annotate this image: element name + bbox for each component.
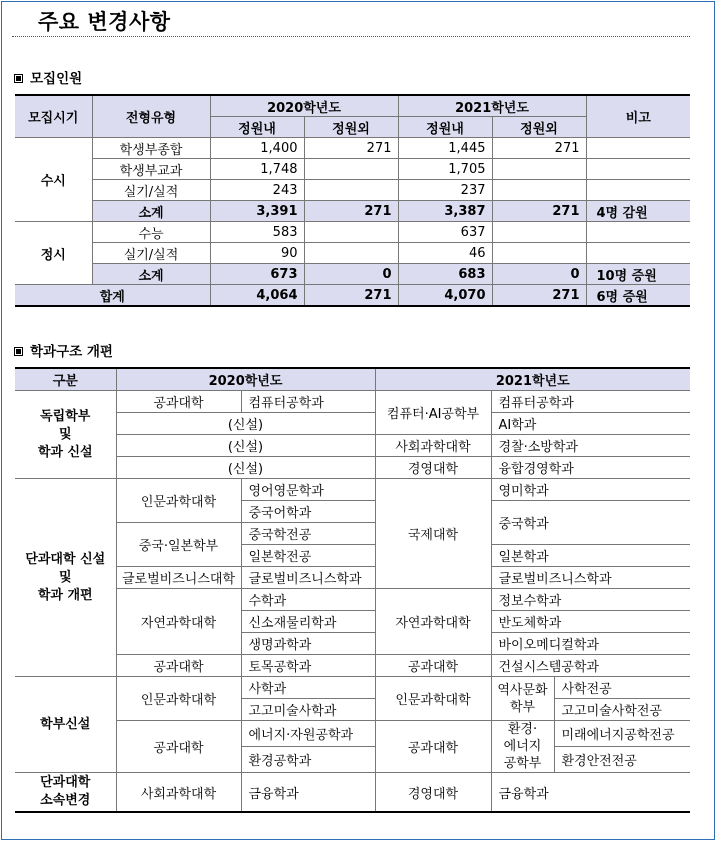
table-header-row: [15, 368, 690, 391]
section-restructure-heading: [14, 340, 113, 360]
total-row: [15, 285, 690, 307]
header-2021: 2021학년도: [398, 95, 586, 117]
restructure-table: [15, 367, 690, 813]
table-row: [15, 222, 690, 243]
header-2021-in: 정원내: [398, 117, 492, 138]
cell-value: 90: [210, 243, 304, 264]
cell-dept: 일본학전공: [241, 545, 375, 567]
cell-dept: 에너지·자원공학과: [241, 721, 375, 747]
cell-dept: 생명과학과: [241, 633, 375, 655]
title-divider: [12, 36, 690, 37]
cell-new: (신설): [116, 435, 375, 457]
table-row: [15, 677, 690, 699]
table-row: [15, 243, 690, 264]
cell-dept: 고고미술사학전공: [554, 699, 690, 721]
cell-value: 271: [492, 201, 586, 222]
cell-college: 경영대학: [375, 457, 491, 479]
section-restructure-title: 학과구조 개편: [30, 344, 113, 360]
cell-dept: 바이오메디컬학과: [491, 633, 690, 655]
cell-value: 1,400: [210, 138, 304, 159]
table-row: [15, 435, 690, 457]
table-row: [15, 567, 690, 589]
cell-value: [492, 243, 586, 264]
row-type: 수능: [92, 222, 210, 243]
cell-value: 1,445: [398, 138, 492, 159]
cell-dept: 환경안전전공: [554, 747, 690, 773]
cell-college: 중국·일본학부: [116, 523, 241, 567]
cell-dept: 환경공학과: [241, 747, 375, 773]
header-2021: 2021학년도: [375, 368, 690, 391]
subtotal-row: [15, 201, 690, 222]
cell-dept: 일본학과: [491, 545, 690, 567]
cell-value: 271: [492, 285, 586, 307]
category-independent: 독립학부 및 학과 신설: [15, 391, 116, 479]
cell-dept: 신소재물리학과: [241, 611, 375, 633]
cell-dept: 사학전공: [554, 677, 690, 699]
cell-note: [586, 138, 690, 159]
subtotal-label: 소계: [92, 201, 210, 222]
cell-dept: 중국어학과: [241, 501, 375, 523]
cell-value: 583: [210, 222, 304, 243]
cell-note: 4명 감원: [586, 201, 690, 222]
cell-college: 사회과학대학: [375, 435, 491, 457]
header-period: 모집시기: [15, 95, 92, 138]
cell-value: [304, 180, 398, 201]
cell-note: [586, 159, 690, 180]
subtotal-label: 소계: [92, 264, 210, 285]
cell-dept: 수학과: [241, 589, 375, 611]
cell-note: 10명 증원: [586, 264, 690, 285]
cell-dept: 반도체학과: [491, 611, 690, 633]
cell-value: 1,705: [398, 159, 492, 180]
row-type: 학생부교과: [92, 159, 210, 180]
page-title: 주요 변경사항: [38, 10, 171, 34]
cell-value: 0: [492, 264, 586, 285]
table-row: [15, 391, 690, 413]
cell-dept: 정보수학과: [491, 589, 690, 611]
cell-new: (신설): [116, 413, 375, 435]
cell-dept: 경찰·소방학과: [491, 435, 690, 457]
cell-value: 3,387: [398, 201, 492, 222]
cell-dept: AI학과: [491, 413, 690, 435]
cell-college: 공과대학: [116, 721, 241, 773]
section-recruitment-title: 모집인원: [30, 71, 83, 87]
cell-value: [304, 243, 398, 264]
cell-college: 글로벌비즈니스대학: [116, 567, 241, 589]
cell-value: [304, 159, 398, 180]
cell-college: 인문과학대학: [375, 677, 491, 721]
cell-value: 237: [398, 180, 492, 201]
table-header-row: [15, 95, 690, 117]
cell-value: 0: [304, 264, 398, 285]
cell-dept: 고고미술사학과: [241, 699, 375, 721]
table-row: [15, 655, 690, 677]
cell-dept: 융합경영학과: [491, 457, 690, 479]
recruitment-table: [15, 94, 690, 307]
table-row: [15, 159, 690, 180]
cell-college: 경영대학: [375, 773, 491, 813]
table-row: [15, 138, 690, 159]
cell-dept: 컴퓨터공학과: [241, 391, 375, 413]
cell-note: 6명 증원: [586, 285, 690, 307]
square-bullet-icon: [14, 74, 23, 83]
category-affiliation-change: 단과대학 소속변경: [15, 773, 116, 813]
header-type: 전형유형: [92, 95, 210, 138]
header-note: 비고: [586, 95, 690, 138]
cell-dept: 글로벌비즈니스학과: [491, 567, 690, 589]
table-row: [15, 773, 690, 813]
cell-dept: 컴퓨터공학과: [491, 391, 690, 413]
cell-dept: 중국학전공: [241, 523, 375, 545]
cell-dept: 사학과: [241, 677, 375, 699]
cell-dept: 금융학과: [491, 773, 690, 813]
header-2020-out: 정원외: [304, 117, 398, 138]
cell-dept: 금융학과: [241, 773, 375, 813]
cell-school: 역사문화 학부: [491, 677, 554, 721]
header-2020: 2020학년도: [210, 95, 398, 117]
header-category: 구분: [15, 368, 116, 391]
cell-dept: 토목공학과: [241, 655, 375, 677]
category-college-restructure: 단과대학 신설 및 학과 개편: [15, 479, 116, 677]
cell-value: 271: [304, 201, 398, 222]
cell-dept: 중국학과: [491, 501, 690, 545]
cell-college: 공과대학: [116, 655, 241, 677]
cell-value: 271: [304, 138, 398, 159]
cell-value: 4,064: [210, 285, 304, 307]
cell-value: [304, 222, 398, 243]
cell-value: 3,391: [210, 201, 304, 222]
cell-value: 271: [304, 285, 398, 307]
cell-dept: 글로벌비즈니스학과: [241, 567, 375, 589]
group-susi: 수시: [15, 138, 92, 222]
table-row: [15, 589, 690, 611]
row-type: 실기/실적: [92, 243, 210, 264]
cell-new: (신설): [116, 457, 375, 479]
cell-value: [492, 222, 586, 243]
cell-college: 인문과학대학: [116, 479, 241, 523]
cell-value: 46: [398, 243, 492, 264]
category-new-school: 학부신설: [15, 677, 116, 773]
cell-value: 4,070: [398, 285, 492, 307]
cell-value: 1,748: [210, 159, 304, 180]
cell-value: 683: [398, 264, 492, 285]
cell-value: [492, 159, 586, 180]
cell-dept: 영어영문학과: [241, 479, 375, 501]
section-recruitment-heading: [14, 67, 82, 87]
header-2020-in: 정원내: [210, 117, 304, 138]
total-label: 합계: [15, 285, 210, 307]
cell-dept: 건설시스템공학과: [491, 655, 690, 677]
cell-school: 환경· 에너지 공학부: [491, 721, 554, 773]
cell-college: 국제대학: [375, 479, 491, 589]
cell-dept: 영미학과: [491, 479, 690, 501]
cell-value: 673: [210, 264, 304, 285]
header-2020: 2020학년도: [116, 368, 375, 391]
cell-note: [586, 243, 690, 264]
cell-college: 컴퓨터·AI공학부: [375, 391, 491, 435]
cell-college: 자연과학대학: [375, 589, 491, 655]
square-bullet-icon: [14, 347, 23, 356]
cell-college: 공과대학: [116, 391, 241, 413]
table-row: [15, 479, 690, 501]
cell-college: 자연과학대학: [116, 589, 241, 655]
group-jeongsi: 정시: [15, 222, 92, 285]
table-row: [15, 457, 690, 479]
row-type: 실기/실적: [92, 180, 210, 201]
table-row: [15, 413, 690, 435]
cell-college: 사회과학대학: [116, 773, 241, 813]
cell-value: [492, 180, 586, 201]
table-row: [15, 721, 690, 747]
cell-dept: 미래에너지공학전공: [554, 721, 690, 747]
row-type: 학생부종합: [92, 138, 210, 159]
cell-note: [586, 180, 690, 201]
cell-value: 271: [492, 138, 586, 159]
cell-college: 인문과학대학: [116, 677, 241, 721]
cell-value: 637: [398, 222, 492, 243]
subtotal-row: [15, 264, 690, 285]
cell-college: 공과대학: [375, 721, 491, 773]
table-row: [15, 180, 690, 201]
cell-value: 243: [210, 180, 304, 201]
cell-college: 공과대학: [375, 655, 491, 677]
cell-note: [586, 222, 690, 243]
header-2021-out: 정원외: [492, 117, 586, 138]
